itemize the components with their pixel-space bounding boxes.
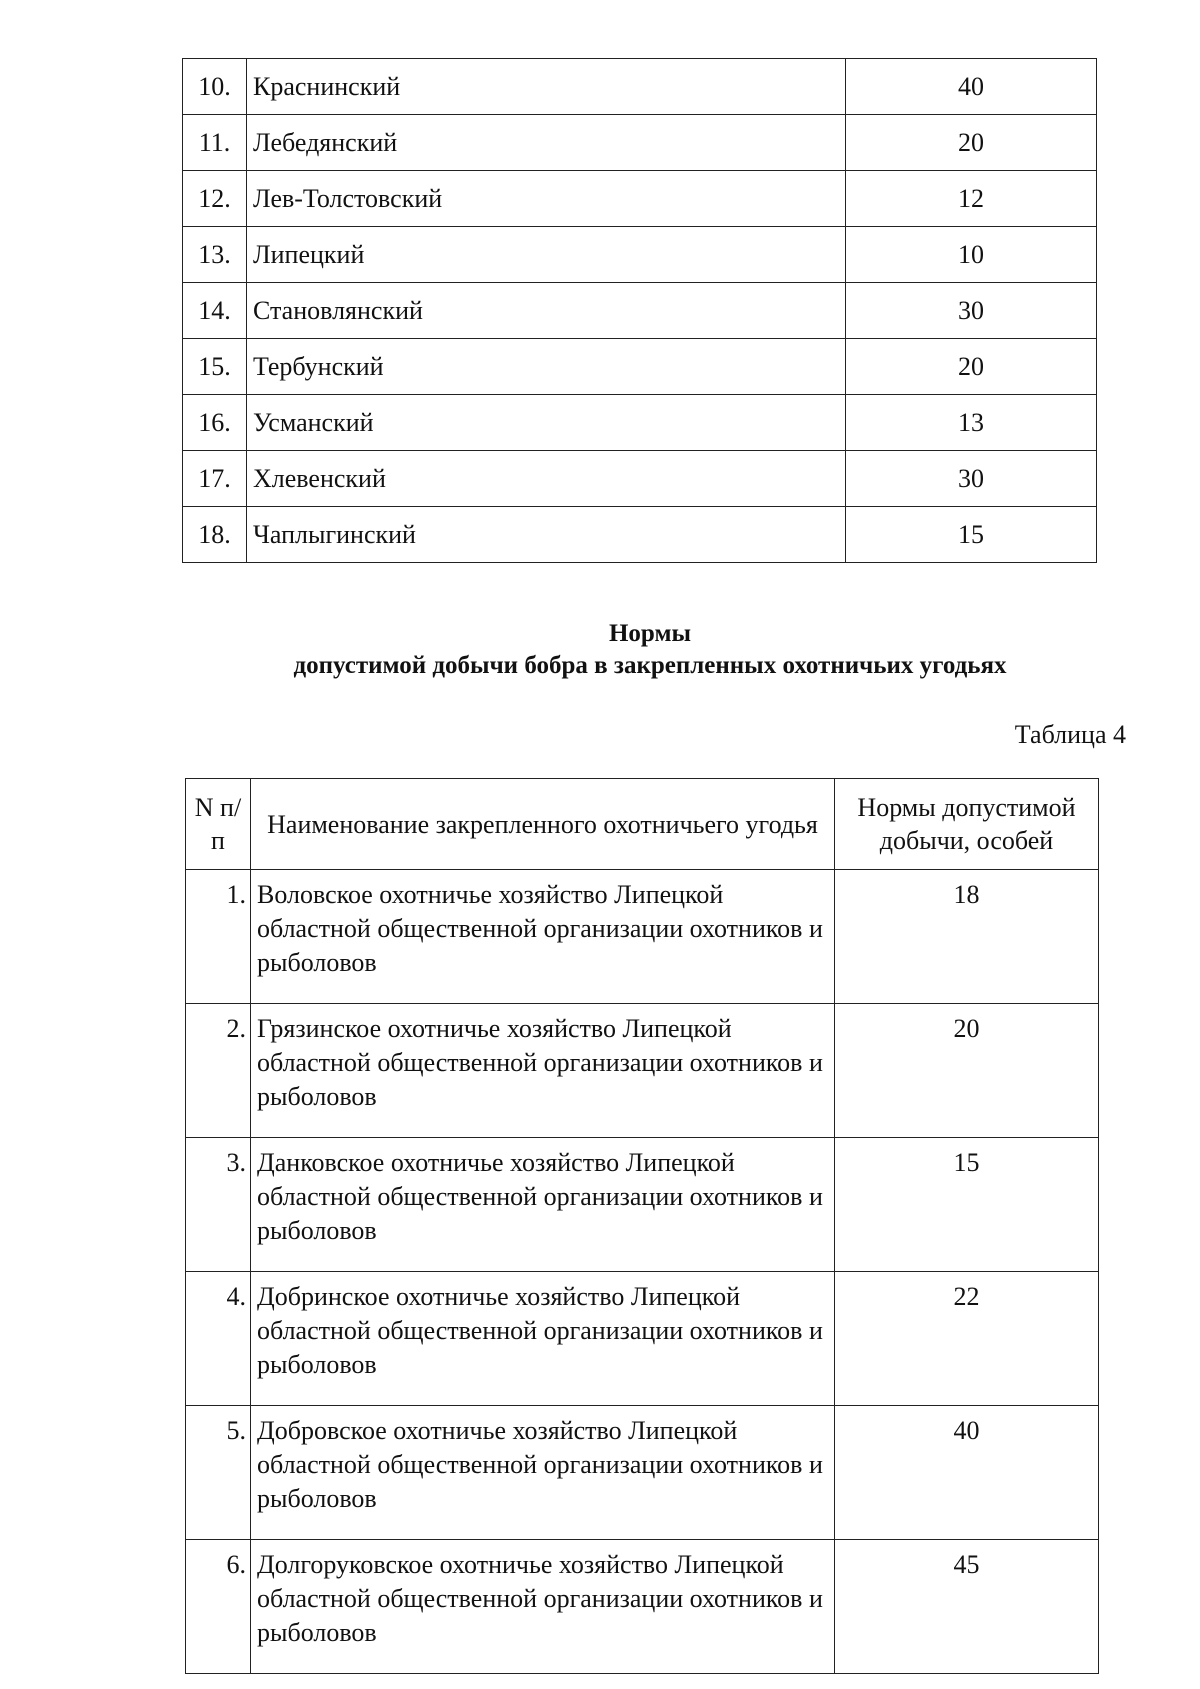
- district-name: Становлянский: [247, 283, 846, 339]
- land-value: 45: [835, 1540, 1099, 1674]
- row-number: 17.: [183, 451, 247, 507]
- row-number: 3.: [186, 1138, 251, 1272]
- header-value: Нормы допустимой добычи, особей: [835, 779, 1099, 870]
- district-value: 20: [846, 115, 1097, 171]
- hunting-lands-table: [185, 778, 1099, 1674]
- district-name: Усманский: [247, 395, 846, 451]
- district-name: Лебедянский: [247, 115, 846, 171]
- district-value: 40: [846, 59, 1097, 115]
- section-title: Нормы: [608, 620, 692, 647]
- table-row: [183, 171, 1097, 227]
- district-value: 13: [846, 395, 1097, 451]
- row-number: 13.: [183, 227, 247, 283]
- table-label: Таблица 4: [1014, 720, 1126, 749]
- table-header-row: [186, 779, 1099, 870]
- table-row: [183, 451, 1097, 507]
- section-subtitle: допустимой добычи бобра в закрепленных охотничьих угодьях: [293, 652, 1007, 679]
- row-number: 1.: [186, 870, 251, 1004]
- table-row: [183, 115, 1097, 171]
- land-name: Долгоруковское охотничье хозяйство Липецкой областной общественной организации охотников и рыболовов: [251, 1540, 835, 1674]
- table-row: [186, 1406, 1099, 1540]
- header-name: Наименование закрепленного охотничьего угодья: [251, 779, 835, 870]
- district-name: Лев-Толстовский: [247, 171, 846, 227]
- district-value: 15: [846, 507, 1097, 563]
- district-value: 20: [846, 339, 1097, 395]
- table-row: [186, 1540, 1099, 1674]
- district-value: 10: [846, 227, 1097, 283]
- row-number: 15.: [183, 339, 247, 395]
- district-name: Тербунский: [247, 339, 846, 395]
- table-row: [186, 1138, 1099, 1272]
- row-number: 18.: [183, 507, 247, 563]
- land-name: Грязинское охотничье хозяйство Липецкой областной общественной организации охотников и рыболовов: [251, 1004, 835, 1138]
- row-number: 11.: [183, 115, 247, 171]
- land-name: Воловское охотничье хозяйство Липецкой областной общественной организации охотников и рыболовов: [251, 870, 835, 1004]
- land-name: Данковское охотничье хозяйство Липецкой областной общественной организации охотников и рыболовов: [251, 1138, 835, 1272]
- land-value: 40: [835, 1406, 1099, 1540]
- district-name: Чаплыгинский: [247, 507, 846, 563]
- row-number: 4.: [186, 1272, 251, 1406]
- district-name: Краснинский: [247, 59, 846, 115]
- land-name: Добринское охотничье хозяйство Липецкой областной общественной организации охотников и рыболовов: [251, 1272, 835, 1406]
- district-name: Хлевенский: [247, 451, 846, 507]
- district-value: 12: [846, 171, 1097, 227]
- header-number: N п/п: [186, 779, 251, 870]
- table-row: [183, 507, 1097, 563]
- row-number: 12.: [183, 171, 247, 227]
- table-row: [183, 339, 1097, 395]
- district-value: 30: [846, 283, 1097, 339]
- row-number: 2.: [186, 1004, 251, 1138]
- table-row: [186, 1272, 1099, 1406]
- row-number: 6.: [186, 1540, 251, 1674]
- table-row: [183, 227, 1097, 283]
- row-number: 16.: [183, 395, 247, 451]
- land-name: Добровское охотничье хозяйство Липецкой областной общественной организации охотников и рыболовов: [251, 1406, 835, 1540]
- table-row: [183, 395, 1097, 451]
- table-row: [186, 1004, 1099, 1138]
- land-value: 15: [835, 1138, 1099, 1272]
- table-row: [183, 59, 1097, 115]
- districts-table: [182, 58, 1097, 563]
- row-number: 5.: [186, 1406, 251, 1540]
- row-number: 14.: [183, 283, 247, 339]
- row-number: 10.: [183, 59, 247, 115]
- district-name: Липецкий: [247, 227, 846, 283]
- land-value: 20: [835, 1004, 1099, 1138]
- table-row: [186, 870, 1099, 1004]
- district-value: 30: [846, 451, 1097, 507]
- table-row: [183, 283, 1097, 339]
- land-value: 18: [835, 870, 1099, 1004]
- land-value: 22: [835, 1272, 1099, 1406]
